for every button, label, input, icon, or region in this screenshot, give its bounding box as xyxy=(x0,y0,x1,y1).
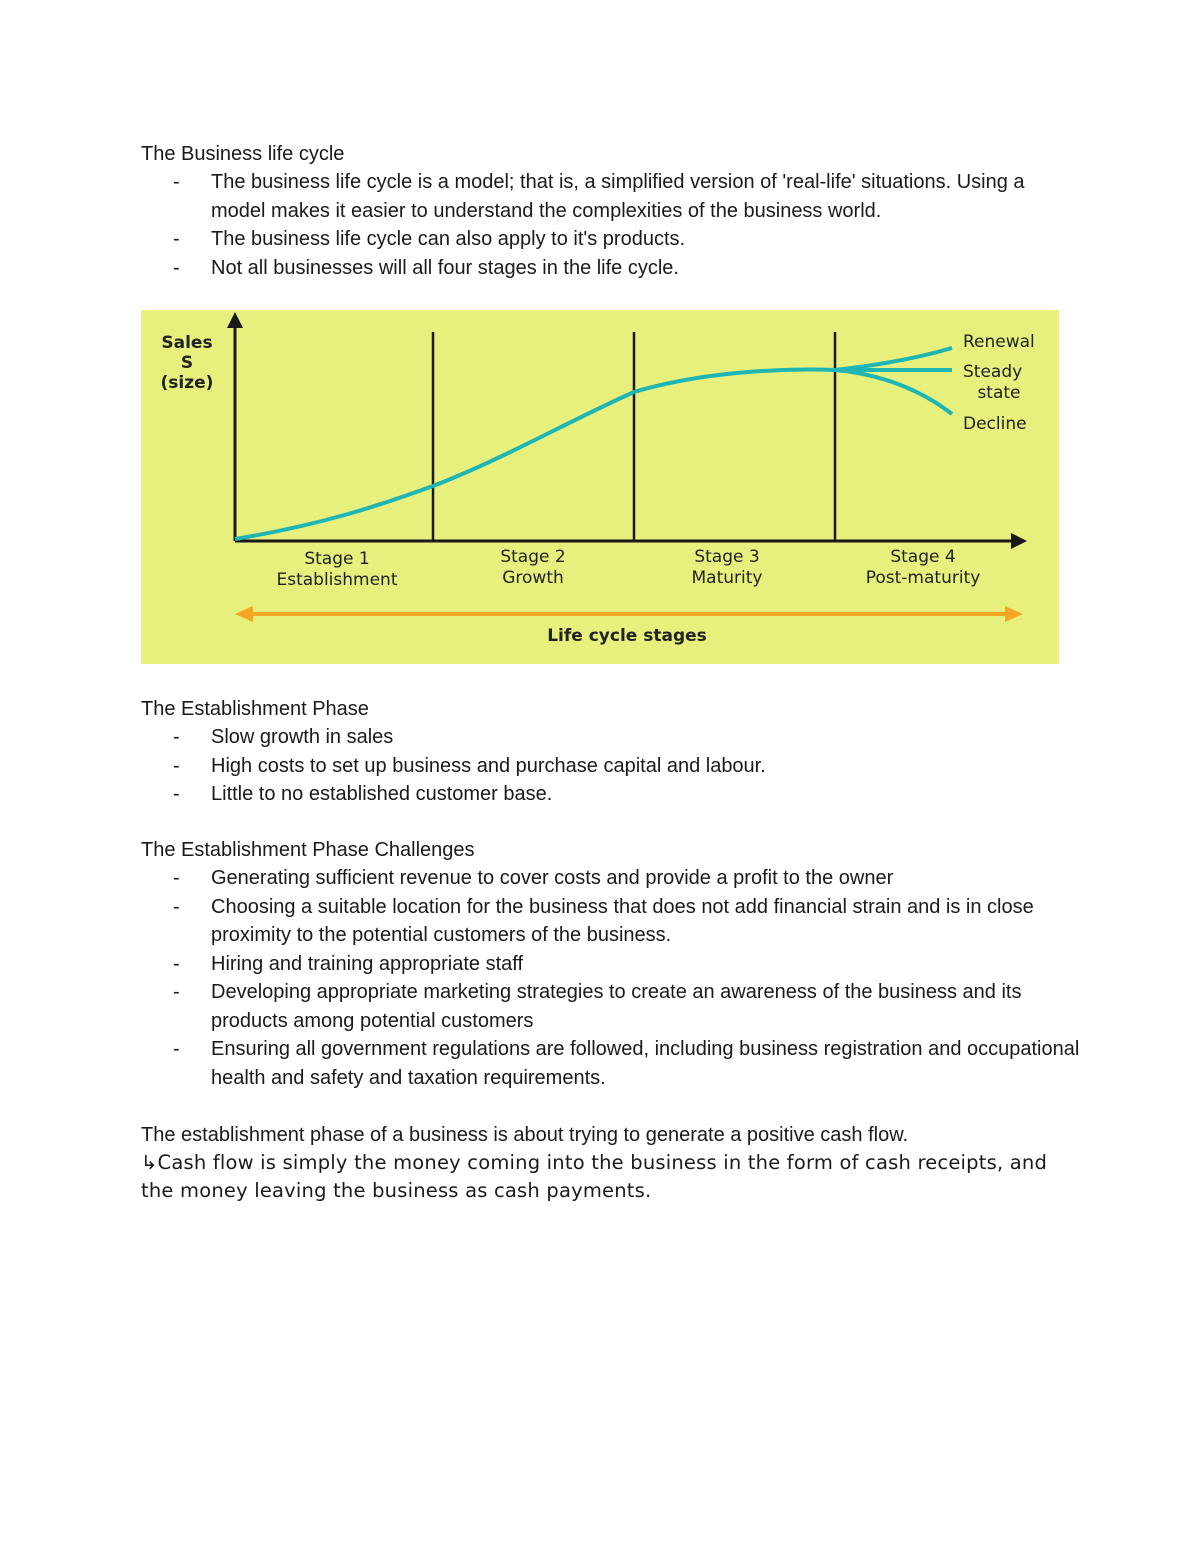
list-item: - Hiring and training appropriate staff xyxy=(173,952,524,975)
list-item: - The business life cycle is a model; that is, a simplified version of 'real-life' situations. Using a model makes it easier to understand the complexities of the business world. xyxy=(173,171,1025,222)
list-item: - Choosing a suitable location for the business that does not add financial strain and is in close proximity to the potential customers of the business. xyxy=(173,895,1034,946)
arrow-left-head xyxy=(235,606,253,622)
list-item: - Slow growth in sales xyxy=(173,726,394,748)
stage-3-label: Stage 3 xyxy=(694,547,760,567)
section-title: The Business life cycle xyxy=(141,143,345,165)
stage-1-label: Stage 1 xyxy=(304,549,370,569)
stage-4-label: Stage 4 xyxy=(890,547,956,567)
section-title: The Establishment Phase xyxy=(141,698,369,720)
list-item: - Little to no established customer base. xyxy=(173,783,553,805)
renewal-curve xyxy=(835,348,952,370)
section-establishment-phase xyxy=(141,695,1081,809)
closing-paragraph xyxy=(141,1121,1081,1205)
sales-curve xyxy=(235,370,835,539)
life-cycle-diagram xyxy=(141,310,1059,664)
list-item: - High costs to set up business and purchase capital and labour. xyxy=(173,754,766,777)
stage-2-name: Growth xyxy=(502,568,564,588)
y-axis-arrowhead xyxy=(227,312,243,328)
list-item: - Not all businesses will all four stages in the life cycle. xyxy=(173,256,679,279)
stage-3-name: Maturity xyxy=(691,568,763,588)
closing-line-2: ↳Cash flow is simply the money coming into the business in the form of cash receipts, and the money leaving the business as cash payments. xyxy=(141,1151,1048,1202)
closing-line-1: The establishment phase of a business is about trying to generate a positive cash flow. xyxy=(141,1124,909,1146)
y-axis-label-line2: S xyxy=(180,353,194,373)
y-axis-label-line3: (size) xyxy=(160,373,214,393)
list-item: - The business life cycle can also apply to it's products. xyxy=(173,228,686,250)
section-establishment-challenges xyxy=(141,836,1081,1092)
stage-1-name: Establishment xyxy=(276,570,398,590)
x-axis-label: Life cycle stages xyxy=(547,626,707,646)
bullet-list xyxy=(141,864,1081,1092)
stage-4-name: Post-maturity xyxy=(865,568,981,588)
renewal-label: Renewal xyxy=(963,332,1035,352)
decline-label: Decline xyxy=(963,414,1027,434)
list-item: - Developing appropriate marketing strategies to create an awareness of the business and its products among potential customers xyxy=(173,981,1022,1032)
section-business-life-cycle xyxy=(141,140,1081,282)
stage-2-label: Stage 2 xyxy=(500,547,566,567)
section-title: The Establishment Phase Challenges xyxy=(141,839,475,861)
y-axis-label-line1: Sales xyxy=(161,333,213,353)
bullet-list xyxy=(141,168,1081,282)
list-item: - Generating sufficient revenue to cover costs and provide a profit to the owner xyxy=(173,867,894,889)
steady-state-label-line1: Steady xyxy=(963,362,1023,382)
bullet-list xyxy=(141,723,1081,809)
decline-curve xyxy=(835,370,952,414)
steady-state-label-line2: state xyxy=(977,383,1021,403)
x-axis-arrowhead xyxy=(1011,533,1027,549)
arrow-right-head xyxy=(1005,606,1023,622)
list-item: - Ensuring all government regulations are followed, including business registration and occupational health and safety and taxation requirements. xyxy=(173,1038,1080,1089)
